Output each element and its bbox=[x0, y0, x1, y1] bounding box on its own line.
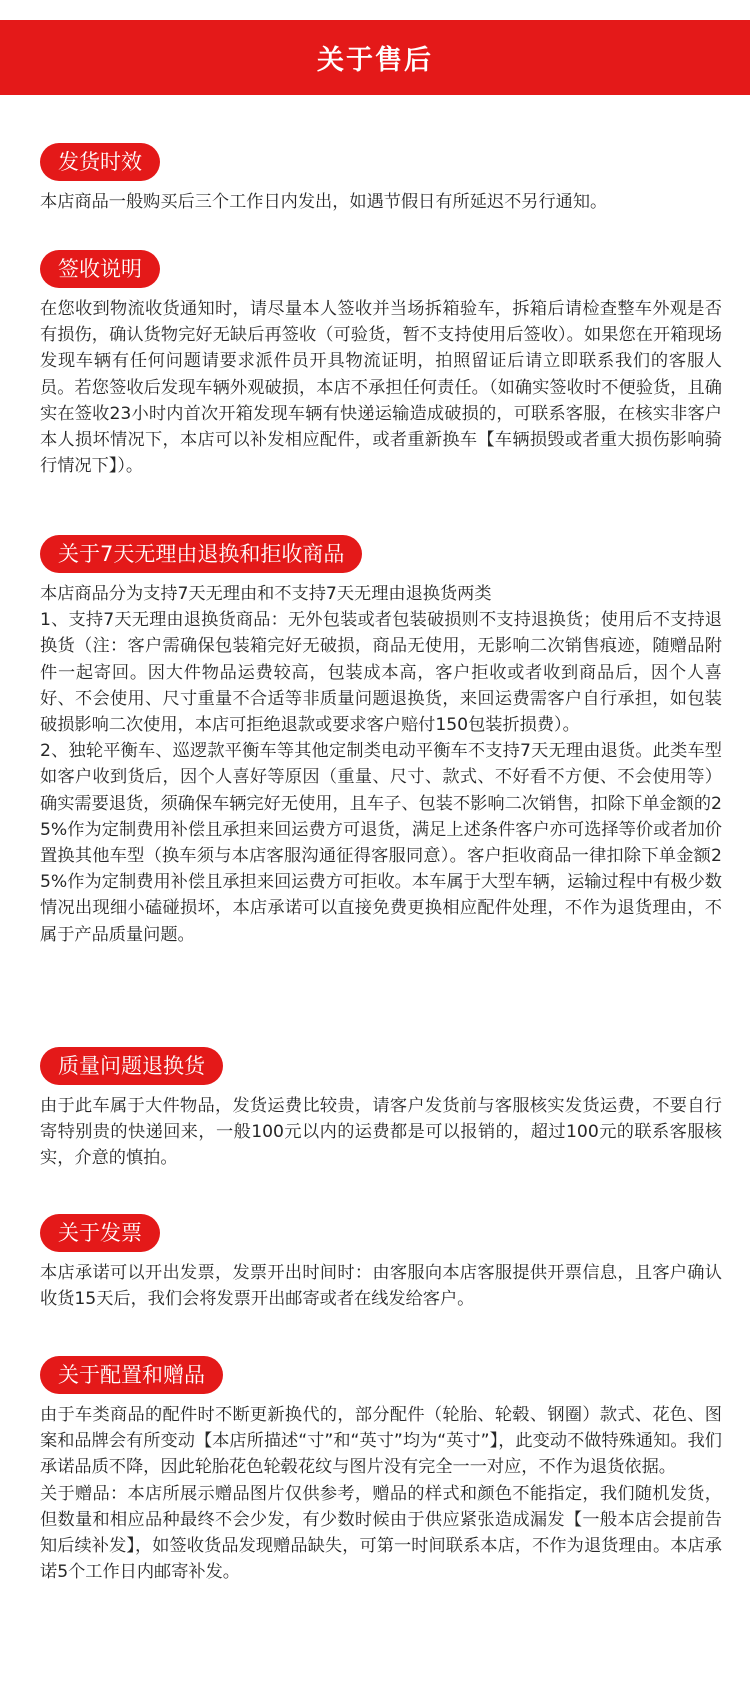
paragraph: 2、独轮平衡车、巡逻款平衡车等其他定制类电动平衡车不支持7天无理由退货。此类车型如客户收到货后，因个人喜好等原因（重量、尺寸、款式、不好看不方便、不会使用等）确实需要退货，须确保车辆完好无使用，且车子、包装不影响二次销售，扣除下单金额的25%作为定制费用补偿且承担来回运费方可退货，满足上述条件客户亦可选择等价或者加价置换其他车型（换车须与本店客服沟通征得客服同意）。客户拒收商品一律扣除下单金额25%作为定制费用补偿且承担来回运费方可拒收。本车属于大型车辆，运输过程中有极少数情况出现细小磕碰损坏，本店承诺可以直接免费更换相应配件处理，不作为退货理由，不属于产品质量问题。 bbox=[40, 741, 722, 945]
section-signing-instructions bbox=[40, 250, 722, 479]
section-body bbox=[40, 1093, 722, 1172]
paragraph: 本店商品分为支持7天无理由和不支持7天无理由退换货两类 bbox=[40, 584, 492, 604]
section-7-day-returns bbox=[40, 535, 722, 948]
section-heading: 签收说明 bbox=[40, 250, 160, 288]
section-heading: 质量问题退换货 bbox=[40, 1047, 223, 1085]
section-shipping-time bbox=[40, 143, 722, 215]
paragraph: 本店承诺可以开出发票，发票开出时间时：由客服向本店客服提供开票信息，且客户确认收货15天后，我们会将发票开出邮寄或者在线发给客户。 bbox=[40, 1263, 722, 1310]
section-configuration-gifts bbox=[40, 1356, 722, 1585]
section-body bbox=[40, 189, 722, 215]
paragraph: 由于此车属于大件物品，发货运费比较贵，请客户发货前与客服核实发货运费，不要自行寄特别贵的快递回来，一般100元以内的运费都是可以报销的，超过100元的联系客服核实，介意的慎拍。 bbox=[40, 1096, 722, 1169]
page-title: 关于售后 bbox=[317, 45, 433, 76]
paragraph: 由于车类商品的配件时不断更新换代的，部分配件（轮胎、轮毂、钢圈）款式、花色、图案和品牌会有所变动【本店所描述“寸”和“英寸”均为“英寸”】，此变动不做特殊通知。我们承诺品质不降，因此轮胎花色轮毂花纹与图片没有完全一一对应，不作为退货依据。 bbox=[40, 1405, 722, 1478]
section-heading: 关于7天无理由退换和拒收商品 bbox=[40, 535, 362, 573]
section-heading: 关于发票 bbox=[40, 1214, 160, 1252]
section-body bbox=[40, 1402, 722, 1585]
section-body bbox=[40, 1260, 722, 1312]
paragraph: 1、支持7天无理由退换货商品：无外包装或者包装破损则不支持退换货；使用后不支持退换货（注：客户需确保包装箱完好无破损，商品无使用，无影响二次销售痕迹，随赠品附件一起寄回。因大件物品运费较高，包装成本高，客户拒收或者收到商品后，因个人喜好、不会使用、尺寸重量不合适等非质量问题退换货，来回运费需客户自行承担，如包装破损影响二次使用，本店可拒绝退款或要求客户赔付150包装折损费）。 bbox=[40, 610, 722, 736]
paragraph: 本店商品一般购买后三个工作日内发出，如遇节假日有所延迟不另行通知。 bbox=[40, 192, 608, 212]
page-header bbox=[0, 20, 750, 95]
section-heading: 关于配置和赠品 bbox=[40, 1356, 223, 1394]
section-heading: 发货时效 bbox=[40, 143, 160, 181]
section-body bbox=[40, 581, 722, 948]
section-body bbox=[40, 296, 722, 479]
section-invoice bbox=[40, 1214, 722, 1312]
paragraph: 在您收到物流收货通知时，请尽量本人签收并当场拆箱验车，拆箱后请检查整车外观是否有损伤，确认货物完好无缺后再签收（可验货，暂不支持使用后签收）。如果您在开箱现场发现车辆有任何问题请要求派件员开具物流证明，拍照留证后请立即联系我们的客服人员。若您签收后发现车辆外观破损，本店不承担任何责任。（如确实签收时不便验货，且确实在签收23小时内首次开箱发现车辆有快递运输造成破损的，可联系客服，在核实非客户本人损坏情况下，本店可以补发相应配件，或者重新换车【车辆损毁或者重大损伤影响骑行情况下】）。 bbox=[40, 299, 722, 477]
paragraph: 关于赠品：本店所展示赠品图片仅供参考，赠品的样式和颜色不能指定，我们随机发货，但数量和相应品种最终不会少发，有少数时候由于供应紧张造成漏发【一般本店会提前告知后续补发】，如签收货品发现赠品缺失，可第一时间联系本店，不作为退货理由。本店承诺5个工作日内邮寄补发。 bbox=[40, 1483, 722, 1583]
section-quality-returns bbox=[40, 1047, 722, 1172]
